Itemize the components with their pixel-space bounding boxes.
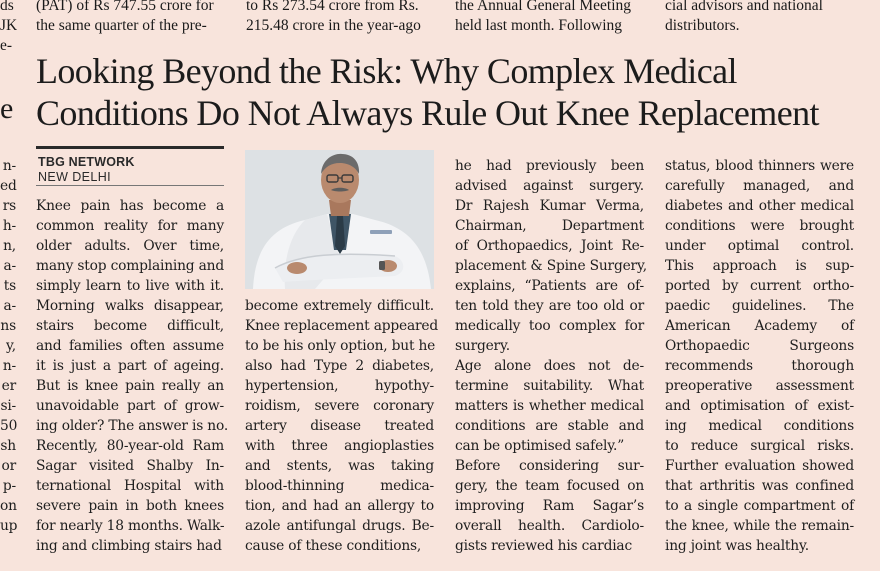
byline-divider [36, 185, 224, 186]
text-line: roidism, severe coronary [245, 398, 434, 414]
text-line: to reduce surgical risks. [665, 438, 854, 454]
text-line: ing joint was healthy. [665, 538, 809, 554]
text-line: can be optimised safely.” [455, 438, 625, 454]
headline-line-2: Conditions Do Not Always Rule Out Knee Replacement [36, 93, 819, 133]
text-line: placement & Spine Surgery, [455, 258, 647, 274]
text-line: explains, “Patients are of- [455, 278, 644, 294]
text-line: for nearly 18 months. Walk- [36, 518, 225, 534]
text-line: up [0, 518, 18, 534]
article-column-3 [455, 156, 647, 556]
text-line: gists reviewed his cardiac [455, 538, 632, 554]
top-fragment: JK [0, 17, 18, 34]
headline [36, 50, 866, 134]
text-line: n- [2, 158, 16, 174]
text-line: the knee, while the remain- [665, 518, 854, 534]
text-line: Knee replacement appeared [245, 318, 438, 334]
byline-source: TBG NETWORK [38, 155, 135, 169]
text-line: Before considering sur- [455, 458, 644, 474]
text-line: n- [2, 358, 16, 374]
text-line: paedic guidelines. The [665, 298, 854, 314]
text-line: recommends thorough [665, 358, 854, 374]
text-line: ing older? The answer is no. [36, 418, 229, 434]
top-fragment: 215.48 crore in the year-ago [246, 17, 421, 34]
text-line: Age alone does not de- [455, 358, 644, 374]
text-line: he had previously been [455, 158, 644, 174]
text-line: and stents, was taking [245, 458, 434, 474]
text-line: si- [0, 398, 16, 414]
text-line: ts [3, 278, 16, 294]
text-line: improving Ram Sagar’s [455, 498, 644, 514]
text-line: Further evaluation showed [665, 458, 854, 474]
text-line: older adults. Over time, [36, 238, 224, 254]
text-line: matters is whether medical [455, 398, 644, 414]
text-line: to be his only option, but he [245, 338, 436, 354]
text-line: unavoidable part of grow- [36, 398, 224, 414]
headline-line-1: Looking Beyond the Risk: Why Complex Medical [36, 51, 737, 91]
text-line: a- [3, 258, 16, 274]
top-fragment: ds [0, 0, 14, 14]
text-line: Orthopaedic Surgeons [665, 338, 854, 354]
text-line: ed [0, 178, 17, 194]
text-line: n, [3, 238, 16, 254]
text-line: But is knee pain really an [36, 378, 224, 394]
text-line: termine suitability. What [455, 378, 644, 394]
text-line: carefully managed, and [665, 178, 854, 194]
text-line: become extremely difficult. [245, 298, 434, 314]
text-line: gery, the team focused on [455, 478, 644, 494]
top-fragment: the Annual General Meeting [455, 0, 632, 14]
text-line: Dr Rajesh Kumar Verma, [455, 198, 644, 214]
text-line: Recently, 80-year-old Ram [36, 438, 224, 454]
text-line: blood-thinning medica- [245, 478, 434, 494]
text-line: under optimal control. [665, 238, 854, 254]
text-line: Morning walks disappear, [36, 298, 224, 314]
text-line: medically too complex for [455, 318, 644, 334]
top-fragment: distributors. [665, 17, 740, 34]
text-line: overall health. Cardiolo- [455, 518, 644, 534]
edge-letter: e [0, 92, 14, 125]
article-column-2 [245, 296, 438, 556]
text-line: conditions are stable and [455, 418, 644, 434]
text-line: hypertension, hypothy- [245, 378, 434, 394]
text-line: Chairman, Department [455, 218, 644, 234]
text-line: ported by current ortho- [665, 278, 854, 294]
text-line: simply learn to live with it. [36, 278, 224, 294]
text-line: preoperative assessment [665, 378, 854, 394]
article-column-1 [36, 196, 229, 556]
text-line: and families often assume [36, 338, 224, 354]
doctor-photo [245, 150, 434, 289]
text-line: severe pain in both knees [36, 498, 224, 514]
text-line: diabetes and other medical [665, 198, 854, 214]
text-line: ing and climbing stairs had [36, 538, 222, 554]
text-line: sh [0, 438, 16, 454]
text-line: with three angioplasties [245, 438, 434, 454]
text-line: rs [2, 198, 16, 214]
text-line: advised against surgery. [455, 178, 644, 194]
text-line: surgery. [455, 338, 510, 354]
text-line: or [1, 458, 16, 474]
text-line: ns [0, 318, 16, 334]
text-line: a- [3, 298, 16, 314]
top-fragment: cial advisors and national [665, 0, 823, 14]
text-line: and optimisation of exist- [665, 398, 854, 414]
text-line: on [0, 498, 17, 514]
text-line: status, blood thinners were [665, 158, 854, 174]
left-edge-column [0, 156, 16, 536]
text-line: Knee pain has become a [36, 198, 224, 214]
text-line: of Orthopaedics, Joint Re- [455, 238, 644, 254]
byline-place: NEW DELHI [38, 170, 112, 184]
text-line: ternational Hospital with [36, 478, 224, 494]
text-line: ing medical conditions [665, 418, 854, 434]
top-fragment: the same quarter of the pre- [36, 17, 207, 34]
byline-bar [36, 146, 224, 149]
text-line: h- [2, 218, 16, 234]
text-line: p- [2, 478, 16, 494]
text-line: American Academy of [665, 318, 854, 334]
top-fragment: to Rs 273.54 crore from Rs. [246, 0, 419, 14]
text-line: it is just a part of ageing. [36, 358, 224, 374]
text-line: azole antifungal drugs. Be- [245, 518, 434, 534]
text-line: stairs become difficult, [36, 318, 224, 334]
top-fragment: held last month. Following [455, 17, 623, 34]
text-line: y, [6, 338, 16, 354]
top-fragment: (PAT) of Rs 747.55 crore for [36, 0, 214, 14]
text-line: ten told they are too old or [455, 298, 644, 314]
text-line: to a single compartment of [665, 498, 854, 514]
text-line: that arthritis was confined [665, 478, 854, 494]
text-line: tion, and had an allergy to [245, 498, 434, 514]
article-column-4 [665, 156, 854, 556]
text-line: Sagar visited Shalby In- [36, 458, 224, 474]
text-line: common reality for many [36, 218, 224, 234]
text-line: also had Type 2 diabetes, [245, 358, 434, 374]
text-line: artery disease treated [245, 418, 434, 434]
text-line: conditions were brought [665, 218, 854, 234]
top-fragment: e- [0, 37, 13, 54]
text-line: 50 [0, 418, 18, 434]
text-line: many stop complaining and [36, 258, 224, 274]
text-line: This approach is sup- [665, 258, 854, 274]
text-line: er [1, 378, 16, 394]
text-line: cause of these conditions, [245, 538, 422, 554]
doctor-portrait-image [245, 150, 434, 289]
